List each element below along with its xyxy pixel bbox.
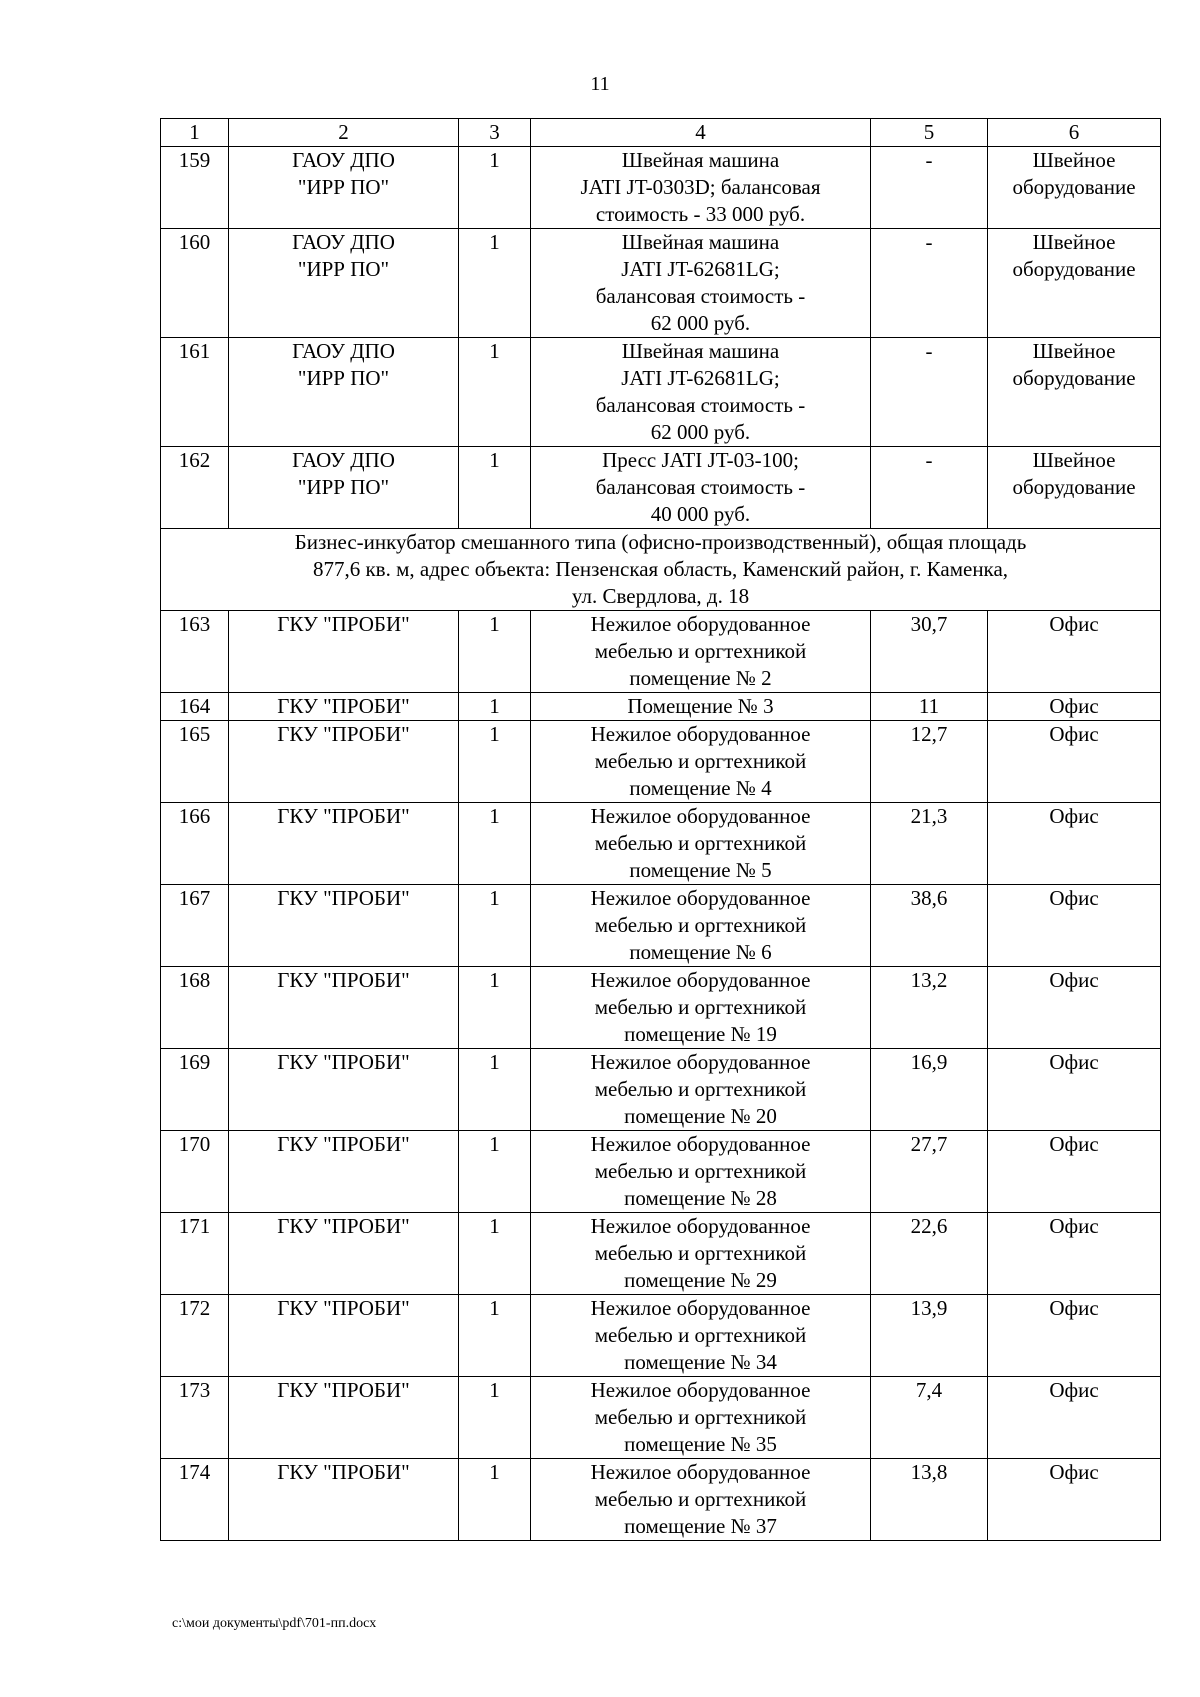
quantity-cell: 1: [459, 1049, 531, 1131]
organization-cell: [229, 803, 459, 885]
organization-cell: [229, 693, 459, 721]
area-cell: 13,8: [871, 1459, 988, 1541]
organization-cell-line: ГКУ "ПРОБИ": [277, 886, 410, 910]
purpose-cell-line: Офис: [1049, 694, 1099, 718]
organization-cell-line: ГАОУ ДПО: [292, 148, 395, 172]
header-col-1: 1: [161, 119, 229, 147]
organization-cell: [229, 1131, 459, 1213]
purpose-cell-line: Офис: [1049, 886, 1099, 910]
description-cell-line: помещение № 19: [624, 1022, 777, 1046]
quantity-cell: 1: [459, 1131, 531, 1213]
description-cell-line: балансовая стоимость -: [595, 393, 806, 417]
purpose-cell-line: Швейное: [1032, 448, 1116, 472]
area-cell: 30,7: [871, 611, 988, 693]
purpose-cell-line: Офис: [1049, 612, 1099, 636]
table-row: [161, 967, 1161, 1049]
description-cell-line: мебелью и оргтехникой: [594, 1077, 807, 1101]
area-cell: 22,6: [871, 1213, 988, 1295]
table-row: [161, 693, 1161, 721]
section-line: Бизнес-инкубатор смешанного типа (офисно-производственный), общая площадь: [294, 530, 1027, 554]
purpose-cell-line: оборудование: [1012, 475, 1136, 499]
organization-cell-line: ГКУ "ПРОБИ": [277, 804, 410, 828]
organization-cell: [229, 147, 459, 229]
row-number: 167: [161, 885, 229, 967]
description-cell-line: мебелью и оргтехникой: [594, 1323, 807, 1347]
table-body-top: [161, 147, 1161, 529]
description-cell-line: Пресс JATI JT-03-100;: [602, 448, 799, 472]
description-cell-line: 62 000 руб.: [650, 311, 751, 335]
purpose-cell: [988, 611, 1161, 693]
description-cell: [531, 1377, 871, 1459]
description-cell-line: JATI JT-62681LG;: [621, 366, 780, 390]
row-number: 172: [161, 1295, 229, 1377]
organization-cell: [229, 229, 459, 338]
row-number: 160: [161, 229, 229, 338]
section-line: ул. Свердлова, д. 18: [571, 584, 750, 608]
purpose-cell: [988, 1295, 1161, 1377]
description-cell-line: JATI JT-62681LG;: [621, 257, 780, 281]
quantity-cell: 1: [459, 1459, 531, 1541]
row-number: 171: [161, 1213, 229, 1295]
purpose-cell: [988, 1459, 1161, 1541]
row-number: 173: [161, 1377, 229, 1459]
organization-cell-line: ГКУ "ПРОБИ": [277, 1296, 410, 1320]
description-cell: [531, 447, 871, 529]
purpose-cell: [988, 1131, 1161, 1213]
table-row: [161, 611, 1161, 693]
description-cell-line: мебелью и оргтехникой: [594, 913, 807, 937]
organization-cell: [229, 721, 459, 803]
organization-cell-line: ГАОУ ДПО: [292, 448, 395, 472]
table-row: [161, 1459, 1161, 1541]
description-cell: [531, 967, 871, 1049]
description-cell-line: мебелью и оргтехникой: [594, 1159, 807, 1183]
row-number: 169: [161, 1049, 229, 1131]
quantity-cell: 1: [459, 1295, 531, 1377]
area-cell: 13,2: [871, 967, 988, 1049]
purpose-cell: [988, 1213, 1161, 1295]
organization-cell-line: ГКУ "ПРОБИ": [277, 1132, 410, 1156]
purpose-cell: [988, 338, 1161, 447]
table-row: [161, 147, 1161, 229]
purpose-cell: [988, 147, 1161, 229]
description-cell-line: помещение № 37: [624, 1514, 777, 1538]
header-col-3: 3: [459, 119, 531, 147]
section-heading: [161, 529, 1161, 611]
description-cell-line: помещение № 35: [624, 1432, 777, 1456]
quantity-cell: 1: [459, 147, 531, 229]
purpose-cell-line: Офис: [1049, 1214, 1099, 1238]
organization-cell-line: ГКУ "ПРОБИ": [277, 1214, 410, 1238]
purpose-cell-line: Офис: [1049, 1050, 1099, 1074]
organization-cell-line: ГКУ "ПРОБИ": [277, 968, 410, 992]
table-body-bottom: [161, 611, 1161, 1541]
quantity-cell: 1: [459, 693, 531, 721]
description-cell-line: помещение № 2: [629, 666, 772, 690]
header-row: [161, 119, 1161, 147]
purpose-cell-line: Офис: [1049, 1296, 1099, 1320]
purpose-cell: [988, 721, 1161, 803]
organization-cell-line: ГКУ "ПРОБИ": [277, 1050, 410, 1074]
description-cell-line: Нежилое оборудованное: [590, 1214, 811, 1238]
organization-cell-line: ГАОУ ДПО: [292, 230, 395, 254]
description-cell-line: Нежилое оборудованное: [590, 1378, 811, 1402]
section-row: [161, 529, 1161, 611]
description-cell: [531, 1049, 871, 1131]
organization-cell-line: ГКУ "ПРОБИ": [277, 1460, 410, 1484]
description-cell-line: помещение № 29: [624, 1268, 777, 1292]
description-cell-line: 62 000 руб.: [650, 420, 751, 444]
area-cell: -: [871, 147, 988, 229]
purpose-cell: [988, 967, 1161, 1049]
description-cell-line: мебелью и оргтехникой: [594, 1405, 807, 1429]
header-col-5: 5: [871, 119, 988, 147]
description-cell: [531, 721, 871, 803]
table-row: [161, 721, 1161, 803]
organization-cell: [229, 1459, 459, 1541]
table-row: [161, 1213, 1161, 1295]
quantity-cell: 1: [459, 611, 531, 693]
description-cell-line: мебелью и оргтехникой: [594, 831, 807, 855]
row-number: 161: [161, 338, 229, 447]
organization-cell: [229, 447, 459, 529]
area-cell: -: [871, 229, 988, 338]
purpose-cell-line: Офис: [1049, 1132, 1099, 1156]
description-cell-line: помещение № 34: [624, 1350, 777, 1374]
area-cell: 21,3: [871, 803, 988, 885]
description-cell-line: JATI JT-0303D; балансовая: [580, 175, 821, 199]
organization-cell: [229, 1295, 459, 1377]
organization-cell: [229, 967, 459, 1049]
purpose-cell-line: Швейное: [1032, 148, 1116, 172]
quantity-cell: 1: [459, 803, 531, 885]
description-cell-line: Нежилое оборудованное: [590, 1050, 811, 1074]
description-cell: [531, 1131, 871, 1213]
organization-cell-line: ГКУ "ПРОБИ": [277, 722, 410, 746]
quantity-cell: 1: [459, 885, 531, 967]
organization-cell-line: ГКУ "ПРОБИ": [277, 694, 410, 718]
organization-cell-line: ГКУ "ПРОБИ": [277, 1378, 410, 1402]
area-cell: 11: [871, 693, 988, 721]
description-cell-line: Швейная машина: [621, 339, 780, 363]
description-cell-line: балансовая стоимость -: [595, 475, 806, 499]
table-row: [161, 803, 1161, 885]
file-path-footer: c:\мои документы\pdf\701-пп.docx: [172, 1616, 377, 1631]
description-cell: [531, 147, 871, 229]
table-row: [161, 885, 1161, 967]
organization-cell-line: ГАОУ ДПО: [292, 339, 395, 363]
quantity-cell: 1: [459, 721, 531, 803]
row-number: 168: [161, 967, 229, 1049]
header-col-4: 4: [531, 119, 871, 147]
purpose-cell-line: Офис: [1049, 722, 1099, 746]
description-cell-line: стоимость - 33 000 руб.: [595, 202, 806, 226]
description-cell: [531, 885, 871, 967]
organization-cell: [229, 885, 459, 967]
header-col-6: 6: [988, 119, 1161, 147]
organization-cell-line: "ИРР ПО": [297, 366, 390, 390]
quantity-cell: 1: [459, 1213, 531, 1295]
row-number: 164: [161, 693, 229, 721]
header-col-2: 2: [229, 119, 459, 147]
description-cell-line: Нежилое оборудованное: [590, 968, 811, 992]
table-row: [161, 1377, 1161, 1459]
description-cell-line: Швейная машина: [621, 148, 780, 172]
purpose-cell: [988, 693, 1161, 721]
purpose-cell: [988, 803, 1161, 885]
purpose-cell-line: Офис: [1049, 1460, 1099, 1484]
area-cell: -: [871, 447, 988, 529]
row-number: 162: [161, 447, 229, 529]
description-cell: [531, 803, 871, 885]
description-cell-line: 40 000 руб.: [650, 502, 751, 526]
area-cell: 16,9: [871, 1049, 988, 1131]
organization-cell: [229, 611, 459, 693]
area-cell: 38,6: [871, 885, 988, 967]
organization-cell: [229, 1377, 459, 1459]
description-cell: [531, 1213, 871, 1295]
organization-cell-line: ГКУ "ПРОБИ": [277, 612, 410, 636]
description-cell-line: Нежилое оборудованное: [590, 612, 811, 636]
quantity-cell: 1: [459, 967, 531, 1049]
description-cell: [531, 338, 871, 447]
organization-cell-line: "ИРР ПО": [297, 257, 390, 281]
row-number: 159: [161, 147, 229, 229]
purpose-cell-line: оборудование: [1012, 175, 1136, 199]
purpose-cell: [988, 229, 1161, 338]
description-cell: [531, 1295, 871, 1377]
description-cell: [531, 611, 871, 693]
quantity-cell: 1: [459, 1377, 531, 1459]
row-number: 165: [161, 721, 229, 803]
description-cell-line: мебелью и оргтехникой: [594, 1487, 807, 1511]
description-cell-line: Нежилое оборудованное: [590, 722, 811, 746]
description-cell-line: Нежилое оборудованное: [590, 1296, 811, 1320]
description-cell-line: Нежилое оборудованное: [590, 804, 811, 828]
purpose-cell-line: Швейное: [1032, 339, 1116, 363]
purpose-cell-line: Швейное: [1032, 230, 1116, 254]
purpose-cell-line: Офис: [1049, 968, 1099, 992]
quantity-cell: 1: [459, 229, 531, 338]
organization-cell-line: "ИРР ПО": [297, 475, 390, 499]
description-cell: [531, 229, 871, 338]
purpose-cell: [988, 1377, 1161, 1459]
row-number: 170: [161, 1131, 229, 1213]
row-number: 166: [161, 803, 229, 885]
table-row: [161, 229, 1161, 338]
area-cell: 7,4: [871, 1377, 988, 1459]
description-cell: [531, 693, 871, 721]
area-cell: -: [871, 338, 988, 447]
description-cell-line: Нежилое оборудованное: [590, 1132, 811, 1156]
table-row: [161, 447, 1161, 529]
purpose-cell-line: Офис: [1049, 804, 1099, 828]
row-number: 163: [161, 611, 229, 693]
description-cell-line: Нежилое оборудованное: [590, 886, 811, 910]
purpose-cell: [988, 447, 1161, 529]
organization-cell-line: "ИРР ПО": [297, 175, 390, 199]
table-row: [161, 1131, 1161, 1213]
description-cell-line: помещение № 4: [629, 776, 772, 800]
organization-cell: [229, 1049, 459, 1131]
area-cell: 12,7: [871, 721, 988, 803]
description-cell-line: мебелью и оргтехникой: [594, 1241, 807, 1265]
description-cell-line: Помещение № 3: [627, 694, 774, 718]
description-cell-line: балансовая стоимость -: [595, 284, 806, 308]
description-cell-line: Нежилое оборудованное: [590, 1460, 811, 1484]
purpose-cell-line: оборудование: [1012, 257, 1136, 281]
purpose-cell-line: оборудование: [1012, 366, 1136, 390]
quantity-cell: 1: [459, 447, 531, 529]
description-cell-line: мебелью и оргтехникой: [594, 639, 807, 663]
description-cell-line: мебелью и оргтехникой: [594, 995, 807, 1019]
purpose-cell: [988, 885, 1161, 967]
section-body: [161, 529, 1161, 611]
table-row: [161, 1049, 1161, 1131]
area-cell: 13,9: [871, 1295, 988, 1377]
table-header: [161, 119, 1161, 147]
row-number: 174: [161, 1459, 229, 1541]
description-cell-line: помещение № 5: [629, 858, 772, 882]
description-cell-line: помещение № 28: [624, 1186, 777, 1210]
quantity-cell: 1: [459, 338, 531, 447]
purpose-cell-line: Офис: [1049, 1378, 1099, 1402]
purpose-cell: [988, 1049, 1161, 1131]
description-cell-line: Швейная машина: [621, 230, 780, 254]
description-cell-line: помещение № 20: [624, 1104, 777, 1128]
organization-cell: [229, 1213, 459, 1295]
table-row: [161, 338, 1161, 447]
property-table: [160, 118, 1161, 1541]
organization-cell: [229, 338, 459, 447]
section-line: 877,6 кв. м, адрес объекта: Пензенская область, Каменский район, г. Каменка,: [312, 557, 1009, 581]
description-cell-line: помещение № 6: [629, 940, 772, 964]
area-cell: 27,7: [871, 1131, 988, 1213]
description-cell: [531, 1459, 871, 1541]
page-number: 11: [590, 73, 610, 95]
table-row: [161, 1295, 1161, 1377]
description-cell-line: мебелью и оргтехникой: [594, 749, 807, 773]
